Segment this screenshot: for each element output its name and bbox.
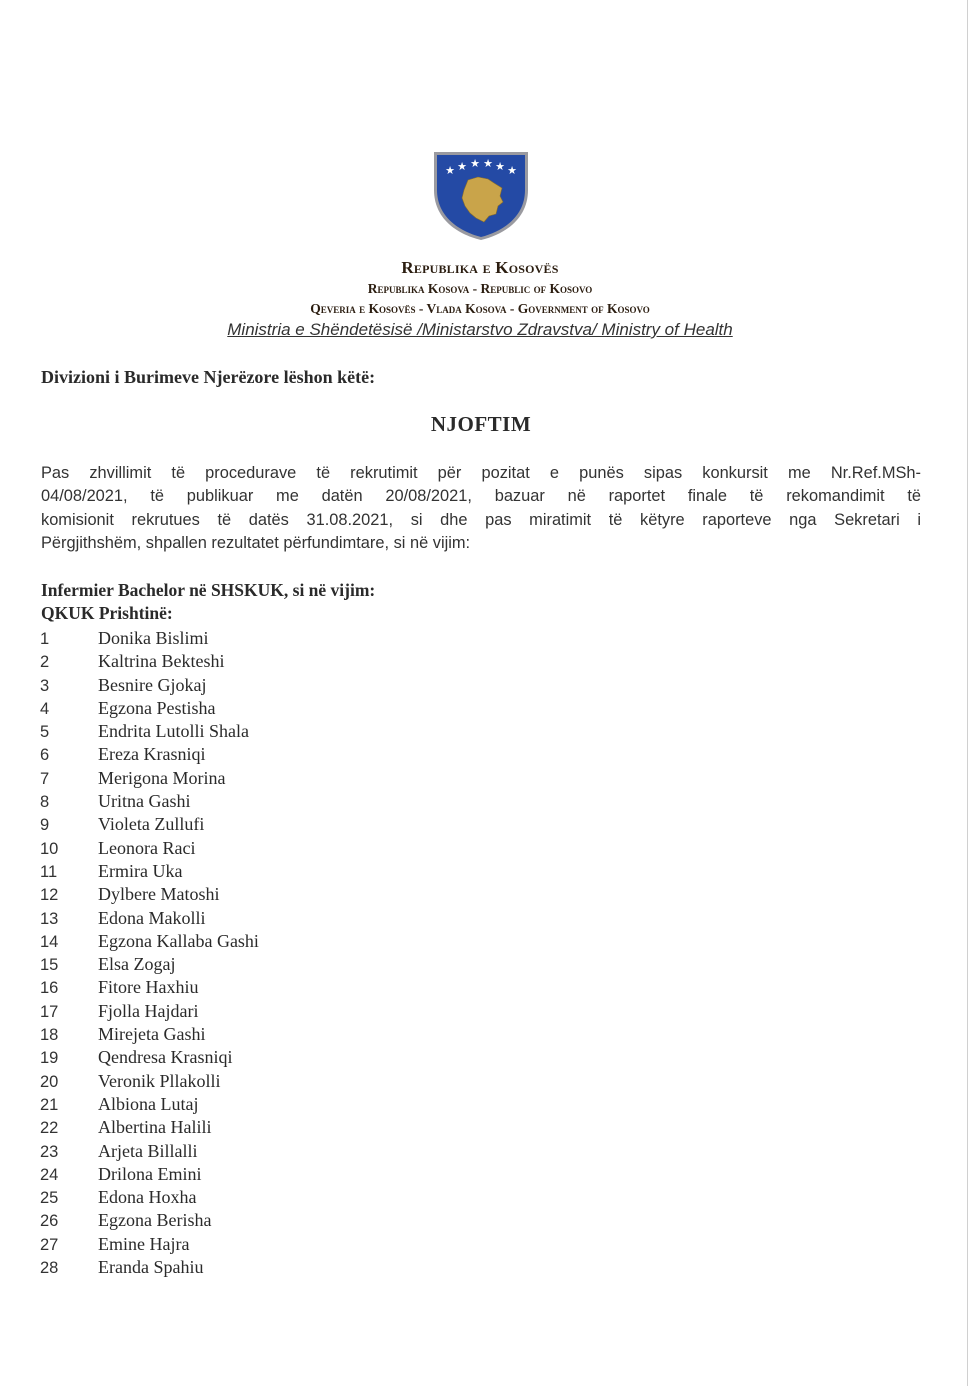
list-item-name: Elsa Zogaj (98, 954, 176, 975)
list-item (40, 767, 259, 790)
list-item-name: Violeta Zullufi (98, 814, 205, 835)
list-item-name: Egzona Berisha (98, 1210, 212, 1231)
list-item (40, 674, 259, 697)
list-item-name: Endrita Lutolli Shala (98, 721, 249, 742)
list-item-number: 2 (40, 653, 50, 672)
list-item-number: 19 (40, 1049, 59, 1068)
list-item-number: 13 (40, 909, 59, 928)
list-item-name: Albiona Lutaj (98, 1093, 199, 1114)
list-item-name: Veronik Pllakolli (98, 1070, 221, 1091)
list-item (40, 860, 259, 883)
list-item-number: 3 (40, 676, 50, 695)
list-item-number: 14 (40, 932, 59, 951)
list-item-name: Ermira Uka (98, 860, 183, 881)
list-item-number: 5 (40, 723, 50, 742)
body-line: Përgjithshëm, shpallen rezultatet përfundimtare, si në vijim: (41, 533, 471, 552)
list-item-name: Edona Makolli (98, 907, 206, 928)
svg-text:★: ★ (483, 157, 493, 170)
list-item-number: 12 (40, 886, 59, 905)
list-item (40, 1116, 259, 1139)
list-item-name: Qendresa Krasniqi (98, 1047, 233, 1068)
body-line: Pas zhvillimit të procedurave të rekrutimit për pozitat e punës sipas konkursit me Nr.Ref.MSh- (41, 464, 921, 482)
list-item-name: Dylbere Matoshi (98, 884, 220, 905)
list-item-number: 27 (40, 1235, 59, 1254)
list-item (40, 720, 259, 743)
list-item-name: Emine Hajra (98, 1233, 190, 1254)
list-item-number: 18 (40, 1026, 59, 1045)
svg-text:★: ★ (445, 164, 455, 177)
list-item (40, 697, 259, 720)
list-item-number: 10 (40, 839, 59, 858)
svg-text:★: ★ (495, 160, 505, 173)
list-item (40, 1000, 259, 1023)
list-item (40, 1256, 259, 1279)
list-item-name: Albertina Halili (98, 1117, 212, 1138)
list-item-name: Merigona Morina (98, 767, 226, 788)
list-item-number: 20 (40, 1072, 59, 1091)
list-item-name: Donika Bislimi (98, 628, 209, 648)
list-item-name: Uritna Gashi (98, 791, 191, 812)
kosovo-coat-of-arms-icon (432, 150, 530, 242)
svg-text:★: ★ (507, 164, 517, 177)
list-item-number: 16 (40, 979, 59, 998)
list-item-name: Fjolla Hajdari (98, 1000, 199, 1021)
list-item-name: Mirejeta Gashi (98, 1024, 206, 1045)
list-item-name: Besnire Gjokaj (98, 674, 207, 695)
list-item-number: 26 (40, 1212, 59, 1231)
list-item (40, 953, 259, 976)
list-item (40, 1233, 259, 1256)
list-item (40, 1163, 259, 1186)
list-item-name: Ereza Krasniqi (98, 744, 206, 765)
list-item-name: Edona Hoxha (98, 1187, 197, 1208)
body-line: komisionit rekrutues të datës 31.08.2021, si dhe pas miratimit të këtyre raporteve nga Sekretari i (41, 510, 921, 529)
page-edge (967, 0, 968, 1386)
list-item-number: 15 (40, 956, 59, 975)
list-item-number: 1 (40, 630, 50, 648)
list-item-number: 7 (40, 769, 50, 788)
list-item (40, 907, 259, 930)
header-republic-multilingual: Republika Kosova - Republic of Kosovo (367, 281, 593, 296)
list-item (40, 813, 259, 836)
list-item (40, 650, 259, 673)
subsection-title: QKUK Prishtinë: (41, 603, 173, 623)
list-item (40, 930, 259, 953)
list-item (40, 1209, 259, 1232)
section-title: Infermier Bachelor në SHSKUK, si në vijim: (41, 580, 376, 600)
list-item (40, 627, 259, 650)
list-item (40, 976, 259, 999)
list-item-name: Drilona Emini (98, 1163, 202, 1184)
header-ministry: Ministria e Shëndetësisë /Ministarstvo Zdravstva/ Ministry of Health (227, 320, 733, 339)
list-item (40, 1186, 259, 1209)
list-item-name: Fitore Haxhiu (98, 977, 199, 998)
list-item-number: 28 (40, 1259, 59, 1278)
list-item-number: 11 (40, 862, 58, 881)
list-item (40, 790, 259, 813)
list-item-number: 4 (40, 699, 50, 718)
list-item-name: Kaltrina Bekteshi (98, 651, 225, 672)
list-item-name: Eranda Spahiu (98, 1257, 204, 1278)
list-item-number: 21 (40, 1095, 59, 1114)
notice-body (41, 462, 921, 555)
list-item (40, 883, 259, 906)
notice-title: NJOFTIM (430, 412, 532, 436)
list-item-number: 22 (40, 1119, 59, 1138)
list-item (40, 1093, 259, 1116)
list-item (40, 1046, 259, 1069)
list-item (40, 1023, 259, 1046)
svg-text:★: ★ (457, 160, 467, 173)
list-item-name: Egzona Kallaba Gashi (98, 930, 259, 951)
list-item-number: 6 (40, 746, 50, 765)
list-item-name: Arjeta Billalli (98, 1140, 198, 1161)
candidate-list (40, 627, 259, 1279)
list-item-number: 9 (40, 816, 50, 835)
header-republic-albanian: Republika e Kosovës (401, 258, 559, 277)
list-item-number: 8 (40, 793, 50, 812)
list-item-number: 25 (40, 1189, 59, 1208)
list-item-number: 24 (40, 1165, 59, 1184)
body-line: 04/08/2021, të publikuar me datën 20/08/2021, bazuar në raportet finale të rekomandimit të (41, 487, 921, 506)
list-item-name: Leonora Raci (98, 837, 196, 858)
header-government: Qeveria e Kosovës - Vlada Kosova - Government of Kosovo (310, 301, 650, 316)
list-item-number: 17 (40, 1002, 59, 1021)
intro-text: Divizioni i Burimeve Njerëzore lëshon këtë: (41, 367, 376, 387)
list-item (40, 837, 259, 860)
list-item-name: Egzona Pestisha (98, 697, 216, 718)
list-item (40, 1070, 259, 1093)
list-item (40, 743, 259, 766)
svg-text:★: ★ (470, 157, 480, 170)
list-item (40, 1140, 259, 1163)
list-item-number: 23 (40, 1142, 59, 1161)
